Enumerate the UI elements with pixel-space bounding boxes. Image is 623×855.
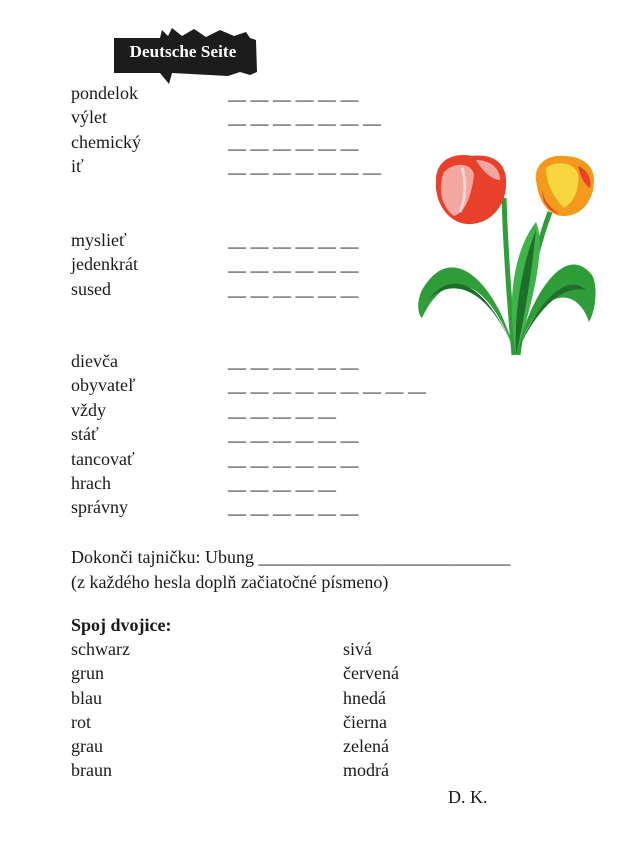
pairs-left-column <box>71 637 130 783</box>
list-item: sivá <box>343 639 372 659</box>
answer-blanks: __ __ __ __ __ __ <box>228 278 359 299</box>
pairs-right-column <box>343 637 399 783</box>
list-item: červená <box>343 663 399 684</box>
word: dievča <box>71 351 118 371</box>
puzzle-line: Dokonči tajničku: Ubung ____________________________ <box>71 547 511 567</box>
word: vždy <box>71 399 106 420</box>
answer-blanks: __ __ __ __ __ __ __ <box>228 107 381 128</box>
pairs-title: Spoj dvojice: <box>71 615 172 635</box>
answer-blanks: __ __ __ __ __ __ <box>228 448 359 469</box>
word: tancovať <box>71 448 135 469</box>
list-item: zelená <box>343 736 389 757</box>
list-item: braun <box>71 760 112 781</box>
list-item: rot <box>71 711 91 732</box>
list-item: čierna <box>343 711 387 732</box>
word: správny <box>71 497 128 518</box>
word: výlet <box>71 107 107 128</box>
word: jedenkrát <box>71 254 138 275</box>
answer-blanks: __ __ __ __ __ __ <box>228 424 359 445</box>
word: pondelok <box>71 83 138 103</box>
badge-label: Deutsche Seite <box>129 42 237 61</box>
answer-blanks: __ __ __ __ __ __ <box>228 131 359 152</box>
list-item: grau <box>71 736 103 757</box>
list-item: hnedá <box>343 687 386 708</box>
word: hrach <box>71 472 111 493</box>
answer-blanks: __ __ __ __ __ __ <box>228 254 359 275</box>
puzzle-instructions <box>71 545 510 595</box>
puzzle-hint: (z každého hesla doplň začiatočné písmeno) <box>71 572 389 592</box>
answer-blanks: __ __ __ __ __ __ __ __ __ <box>228 375 426 396</box>
list-item: blau <box>71 687 102 708</box>
word: iť <box>71 156 84 177</box>
answer-blanks: __ __ __ __ __ __ <box>228 83 359 103</box>
list-item: schwarz <box>71 639 130 659</box>
section-badge <box>110 26 260 86</box>
answer-blanks: __ __ __ __ __ <box>228 399 336 420</box>
list-item: grun <box>71 663 104 684</box>
author-signature: D. K. <box>448 787 488 807</box>
word: stáť <box>71 424 99 445</box>
word: myslieť <box>71 230 127 250</box>
tulip-illustration <box>414 150 599 360</box>
word: obyvateľ <box>71 375 136 396</box>
answer-blanks: __ __ __ __ __ <box>228 472 336 493</box>
answer-blanks: __ __ __ __ __ __ <box>228 351 359 371</box>
word: sused <box>71 278 111 299</box>
answer-blanks: __ __ __ __ __ __ <box>228 497 359 518</box>
word: chemický <box>71 131 141 152</box>
answer-blanks: __ __ __ __ __ __ __ <box>228 156 381 177</box>
answer-blanks: __ __ __ __ __ __ <box>228 230 359 250</box>
list-item: modrá <box>343 760 389 781</box>
